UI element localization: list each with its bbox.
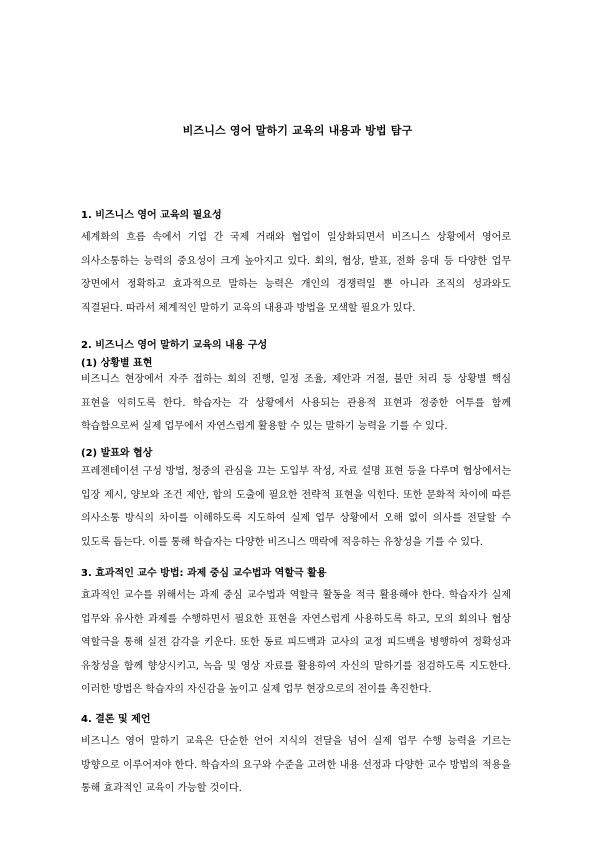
subsection-label-2: (2) 발표와 협상: [81, 448, 153, 459]
section-heading-3: 3. 효과적인 교수 방법: 과제 중심 교수법과 역할극 활용: [81, 568, 327, 579]
section-3-paragraph: 효과적인 교수를 위해서는 과제 중심 교수법과 역할극 활동을 적극 활용해야 한다. 학습자가 실제 업무와 유사한 과제를 수행하면서 필요한 표현을 자연스럽게 사용하도록 하고, 모의 회의나 협상 역할극을 통해 실전 감각을 키운다. 또한 동료 피드백과 교사의 교정 피드백을 병행하여 정확성과 유창성을 함께 향상시키고, 녹음 및 영상 자료를 활용하여 자신의 말하기를 점검하도록 지도한다. 이러한 방법은 학습자의 자신감을 높이고 실제 업무 현장으로의 전이를 촉진한다.: [81, 590, 511, 695]
section-heading-4: 4. 결론 및 제언: [81, 714, 151, 725]
section-heading-2: 2. 비즈니스 영어 말하기 교육의 내용 구성: [81, 340, 268, 351]
document-title: 비즈니스 영어 말하기 교육의 내용과 방법 탐구: [182, 124, 413, 137]
section-1-paragraph: 세계화의 흐름 속에서 기업 간 국제 거래와 협업이 일상화되면서 비즈니스 상황에서 영어로 의사소통하는 능력의 중요성이 크게 높아지고 있다. 회의, 협상, 발표, 전화 응대 등 다양한 업무 장면에서 정확하고 효과적으로 말하는 능력은 개인의 경쟁력일 뿐 아니라 조직의 성과와도 직결된다. 따라서 체계적인 말하기 교육의 내용과 방법을 모색할 필요가 있다.: [81, 232, 511, 314]
subsection-1-paragraph: 비즈니스 현장에서 자주 접하는 회의 진행, 일정 조율, 제안과 거절, 불만 처리 등 상황별 핵심 표현을 익히도록 한다. 학습자는 각 상황에서 사용되는 관용적 표현과 정중한 어투를 함께 학습함으로써 실제 업무에서 자연스럽게 활용할 수 있는 말하기 능력을 기를 수 있다.: [81, 374, 511, 432]
section-heading-1: 1. 비즈니스 영어 교육의 필요성: [81, 210, 222, 221]
section-4-paragraph: 비즈니스 영어 말하기 교육은 단순한 언어 지식의 전달을 넘어 실제 업무 수행 능력을 기르는 방향으로 이루어져야 한다. 학습자의 요구와 수준을 고려한 내용 선정과 다양한 교수 방법의 적용을 통해 효과적인 교육이 가능할 것이다.: [81, 736, 511, 794]
subsection-2-paragraph: 프레젠테이션 구성 방법, 청중의 관심을 끄는 도입부 작성, 자료 설명 표현 등을 다루며 협상에서는 입장 제시, 양보와 조건 제안, 합의 도출에 필요한 전략적 표현을 익힌다. 또한 문화적 차이에 따른 의사소통 방식의 차이를 이해하도록 지도하여 실제 업무 상황에서 오해 없이 의사를 전달할 수 있도록 돕는다. 이를 통해 학습자는 다양한 비즈니스 맥락에 적응하는 유창성을 기를 수 있다.: [81, 466, 511, 548]
subsection-label-1: (1) 상황별 표현: [81, 358, 153, 369]
